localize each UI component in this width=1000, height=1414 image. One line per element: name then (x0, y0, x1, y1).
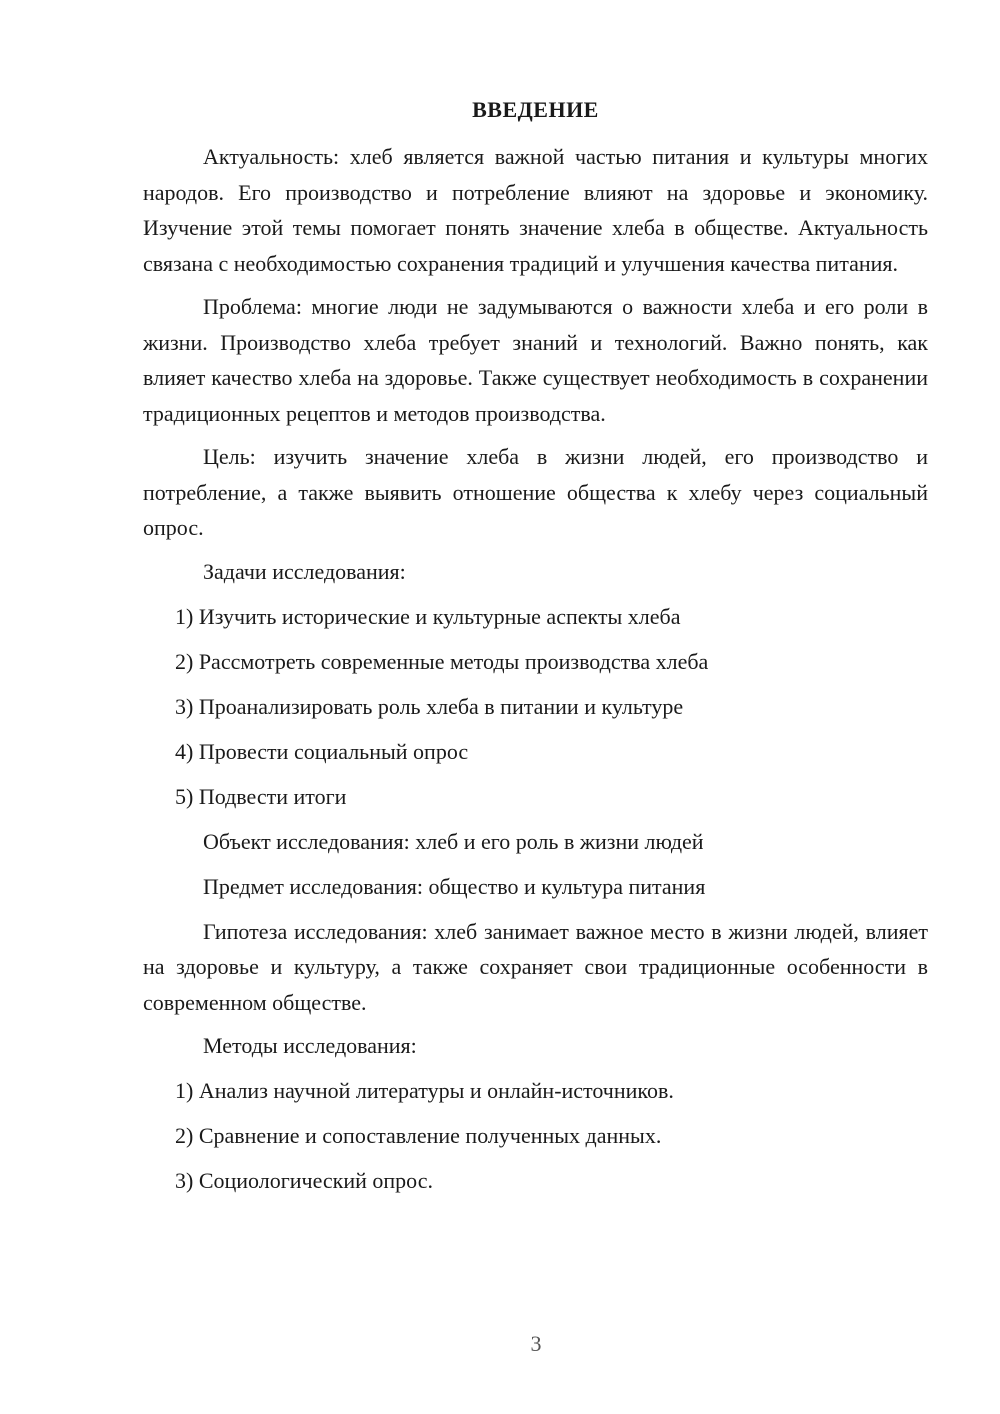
task-item: 1) Изучить исторические и культурные аспекты хлеба (175, 603, 681, 629)
method-item: 2) Сравнение и сопоставление полученных данных. (175, 1123, 662, 1148)
method-item: 3) Социологический опрос. (175, 1168, 433, 1193)
research-subject: Предмет исследования: общество и культура питания (203, 873, 706, 899)
tasks-list (143, 599, 928, 814)
page-title: ВВЕДЕНИЕ (472, 97, 599, 122)
task-item: 5) Подвести итоги (175, 783, 347, 809)
method-item: 1) Анализ научной литературы и онлайн-источников. (175, 1078, 674, 1103)
task-item: 4) Провести социальный опрос (175, 738, 469, 764)
tasks-heading: Задачи исследования: (203, 558, 406, 584)
task-item: 2) Рассмотреть современные методы производства хлеба (175, 648, 709, 674)
hypothesis-paragraph: Гипотеза исследования: хлеб занимает важное место в жизни людей, влияет на здоровье и культуру, а также сохраняет свои традиционные особенности в современном обществе. (143, 918, 928, 1015)
methods-heading: Методы исследования: (203, 1033, 417, 1058)
problem-paragraph: Проблема: многие люди не задумываются о важности хлеба и его роли в жизни. Производство хлеба требует знаний и технологий. Важно понять, как влияет качество хлеба на здоровье. Также существует необходимость в сохранении традиционных рецептов и методов производства. (143, 294, 928, 426)
relevance-paragraph: Актуальность: хлеб является важной частью питания и культуры многих народов. Его производство и потребление влияют на здоровье и экономику. Изучение этой темы помогает понять значение хлеба в обществе. Актуальность связана с необходимостью сохранения традиций и улучшения качества питания. (143, 144, 928, 276)
page-number: 3 (530, 1331, 542, 1356)
research-object: Объект исследования: хлеб и его роль в жизни людей (203, 828, 704, 854)
task-item: 3) Проанализировать роль хлеба в питании и культуре (175, 693, 684, 719)
methods-list (143, 1073, 928, 1198)
document-body (143, 92, 928, 1208)
goal-paragraph: Цель: изучить значение хлеба в жизни людей, его производство и потребление, а также выявить отношение общества к хлебу через социальный опрос. (143, 444, 928, 540)
